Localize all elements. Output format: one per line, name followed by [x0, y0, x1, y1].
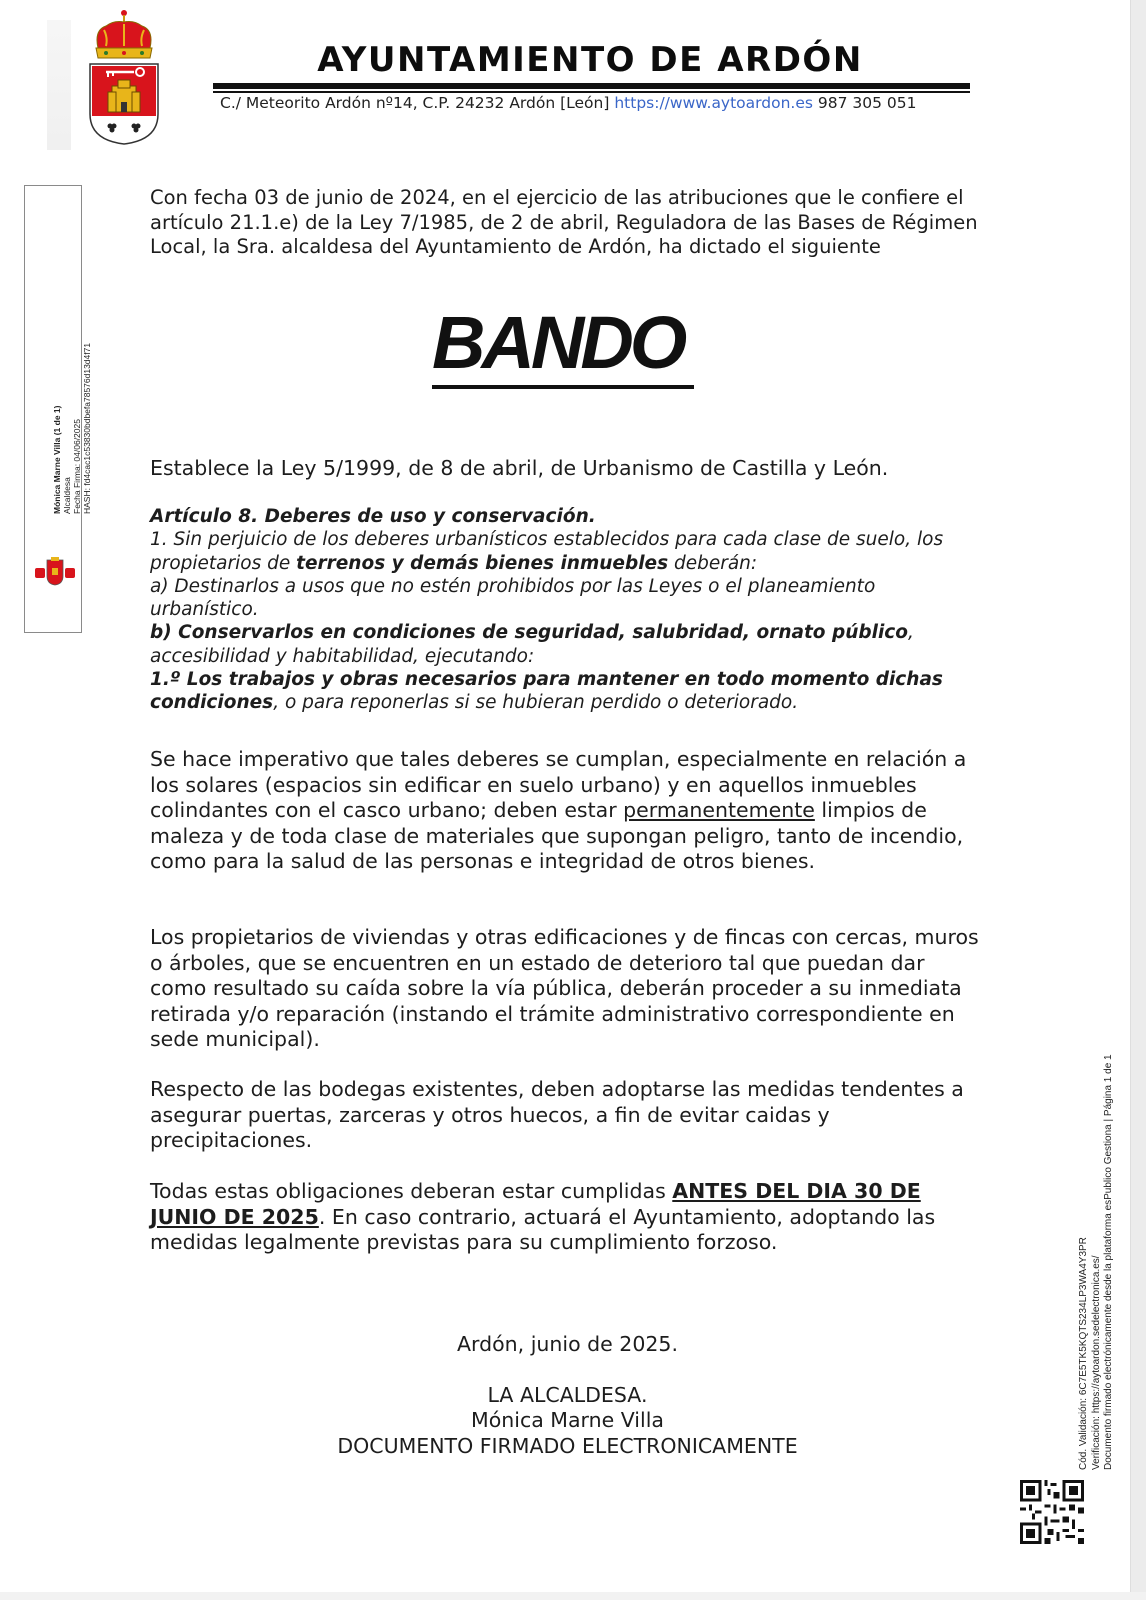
signer-role: Alcaldesa — [62, 477, 72, 514]
intro-paragraph: Con fecha 03 de junio de 2024, en el ejercicio de las atribuciones que le confiere el artículo 21.1.e) de la Ley 7/1985, de 2 de abril, Reguladora de las Bases de Régimen Local, la Sra. alcaldesa del Ayuntamiento de Ardón, ha dictado el siguiente — [150, 186, 978, 258]
signer-name: Mónica Marne Villa (1 de 1) — [52, 405, 62, 514]
article-item-a: a) Destinarlos a usos que no estén prohibidos por las Leyes o el planeamiento urbanístico. — [150, 575, 876, 621]
law-reference: Establece la Ley 5/1999, de 8 de abril, de Urbanismo de Castilla y León. — [150, 456, 889, 480]
validation-code: Cód. Validación: 6C7E5TK5KQTS234LP3WA4Y3PR — [1078, 1237, 1089, 1470]
header-address — [220, 94, 917, 112]
paragraph-text: limpios de maleza y de toda clase de materiales que supongan peligro, tanto de incendio, como para la salud de las personas e integridad de otros bienes. — [150, 798, 964, 874]
deadline-date: ANTES DEL DIA 30 DE JUNIO DE 2025 — [150, 1179, 921, 1229]
signer-name-closing: Mónica Marne Villa — [471, 1408, 664, 1432]
paragraph-bodegas: Respecto de las bodegas existentes, deben adoptarse las medidas tendentes a asegurar puertas, zarceras y otros huecos, a fin de evitar caidas y precipitaciones. — [150, 1077, 964, 1153]
platform-note: Documento firmado electrónicamente desde la plataforma esPublico Gestiona | Página 1 de 1 — [1103, 1054, 1114, 1470]
article-heading: Artículo 8. Deberes de uso y conservación. — [150, 506, 596, 527]
page-bottom-edge — [0, 1592, 1146, 1600]
header-rule-thick — [213, 83, 970, 89]
bando-underline — [432, 385, 694, 389]
paragraph-text: Se hace imperativo que tales deberes se cumplan, especialmente en relación a los solares (espacios sin edificar en suelo urbano) y en aquellos inmuebles colindantes con el casco urbano; deben estar — [150, 747, 967, 823]
paragraph-text: Todas estas obligaciones deberan estar cumplidas — [150, 1179, 673, 1203]
article-item-1: , o para reponerlas si se hubieran perdido o deteriorado. — [273, 692, 799, 714]
signature-date: Fecha Firma: 04/06/2025 — [72, 419, 82, 514]
paragraph-text: . En caso contrario, actuará el Ayuntamiento, adoptando las medidas legalmente previstas para su cumplimiento forzoso. — [150, 1204, 936, 1255]
signer-role-closing: LA ALCALDESA. — [487, 1383, 648, 1407]
article-text: deberán: — [668, 552, 758, 574]
article-item-b: , accesibilidad y habitabilidad, ejecutando: — [150, 622, 914, 667]
qr-code-icon[interactable] — [1020, 1480, 1084, 1544]
verification-info — [1078, 1054, 1116, 1470]
watermark-strip — [47, 20, 71, 150]
header-rule-thin — [213, 91, 970, 93]
electronic-signature-note: DOCUMENTO FIRMADO ELECTRONICAMENTE — [337, 1434, 798, 1458]
article-emphasis: terrenos y demás bienes inmuebles — [296, 552, 669, 574]
phone-number: 987 305 051 — [817, 94, 917, 112]
place-date: Ardón, junio de 2025. — [457, 1332, 678, 1356]
underlined-word: permanentemente — [623, 798, 815, 823]
signature-hash: HASH: fd4cac1c53830bdbefa78576d13d4f71 — [82, 342, 92, 514]
small-crest-icon — [33, 556, 77, 586]
address-text: C./ Meteorito Ardón nº14, C.P. 24232 Ardón [León] — [220, 94, 610, 112]
article-8 — [150, 505, 980, 715]
page-title: AYUNTAMIENTO DE ARDÓN — [317, 40, 863, 80]
paragraph-solares — [150, 747, 980, 875]
article-item-b-bold: b) Conservarlos en condiciones de seguridad, salubridad, ornato público — [150, 622, 908, 644]
paragraph-viviendas: Los propietarios de viviendas y otras edificaciones y de fincas con cercas, muros o árboles, que se encuentren en un estado de deterioro tal que puedan dar como resultado su caída sobre la vía pública, deberán proceder a su inmediata retirada y/o reparación (instando el trámite administrativo correspondiente en sede municipal). — [150, 925, 979, 1052]
page-edge — [1130, 0, 1146, 1600]
coat-of-arms-icon — [84, 8, 164, 148]
signature-info — [52, 294, 92, 514]
verification-url[interactable]: Verificación: https://aytoardon.sedelectronica.es/ — [1090, 1255, 1102, 1470]
paragraph-deadline — [150, 1179, 980, 1256]
article-text: 1. Sin perjuicio de los deberes urbanísticos establecidos para cada clase de suelo, los propietarios de — [150, 529, 944, 574]
bando-heading: BANDO — [432, 301, 684, 384]
website-link[interactable]: https://www.aytoardon.es — [614, 94, 813, 112]
article-item-1-bold: 1.º Los trabajos y obras necesarios para mantener en todo momento dichas condiciones — [150, 669, 943, 714]
